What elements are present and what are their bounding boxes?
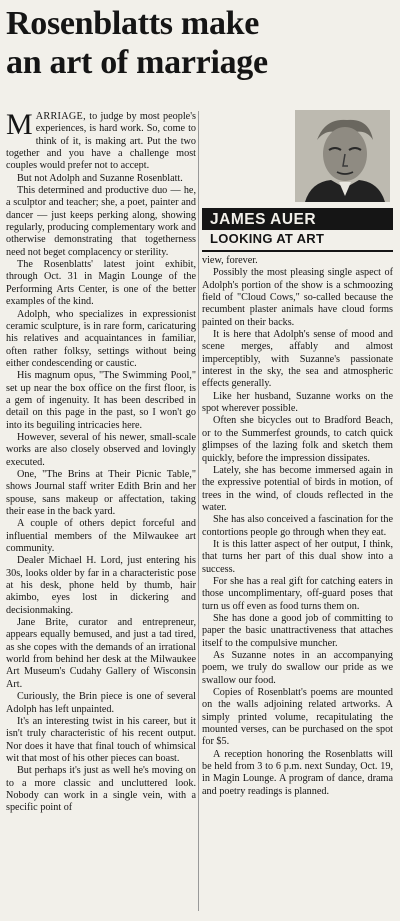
paragraph: However, several of his newer, small-scale works are also closely observed and lovingly executed.: [6, 431, 196, 468]
paragraph: Possibly the most pleasing single aspect of Adolph's portion of the show is a schmoozing field of "Cloud Cows," so-called because the recumbent plaster animals have cloud forms painted on their backs.: [202, 267, 393, 328]
author-name: JAMES AUER: [202, 210, 393, 230]
paragraph: Like her husband, Suzanne works on the spot wherever possible.: [202, 390, 393, 415]
drop-cap: M: [6, 108, 33, 141]
lead-paragraph: [6, 108, 196, 173]
headline-line-2: an art of marriage: [6, 44, 268, 81]
columnist-portrait-icon: [295, 110, 390, 202]
headline-line-1: Rosenblatts make: [6, 5, 260, 42]
paragraph: Adolph, who specializes in expressionist ceramic sculpture, is in rare form, caricaturing his relatives and acquaintances in familiar, often rather folksy, settings without being either condescending or caustic.: [6, 308, 196, 369]
paragraph: Lately, she has become immersed again in the expressive potential of birds in motion, of trees in the wind, of clouds reflected in the water.: [202, 464, 393, 513]
paragraph: She has also conceived a fascination for the contortions people go through when they eat.: [202, 514, 393, 538]
paragraph: A reception honoring the Rosenblatts will be held from 3 to 6 p.m. next Sunday, Oct. 19, in Magin Lounge. A program of dance, drama and poetry readings is planned.: [202, 748, 393, 797]
article-column-left: [6, 108, 196, 815]
column-rule: [198, 111, 199, 911]
byline-box: [202, 208, 393, 252]
paragraph: Curiously, the Brin piece is one of several Adolph has left unpainted.: [6, 691, 196, 715]
column-name: LOOKING AT ART: [210, 231, 325, 246]
paragraph: Jane Brite, curator and entrepreneur, appears equally bemused, and just a tad tired, as she copes with the demands of an irrational world from behind her desk at the Milwaukee Art Museum's Cudahy Gallery of Wisconsin Art.: [6, 617, 196, 690]
lead-text: to judge by most people's experiences, is hard work. So, come to think of it, is making art. Put the two together and you have a challenge most couples would prefer not to accept.: [6, 111, 196, 172]
paragraph: Often she bicycles out to Bradford Beach, or to the Summerfest grounds, to catch quick glimpses of the lazing folk and sketch them quickly, before the impression dissipates.: [202, 415, 393, 464]
paragraph: It is here that Adolph's sense of mood and scene merges, affably and almost imperceptibly, with Suzanne's passionate interest in the sky, the sea and atmospheric effects generally.: [202, 329, 393, 390]
paragraph: A couple of others depict forceful and influential members of the Milwaukee art community.: [6, 518, 196, 555]
paragraph: For she has a real gift for catching eaters in those uncomplimentary, off-guard poses that turn us off even as food turns them on.: [202, 575, 393, 612]
lead-smallcaps: ARRIAGE,: [35, 111, 86, 122]
paragraph: One, "The Brins at Their Picnic Table," shows Journal staff writer Edith Brin and her spouse, sans makeup or affectation, taking their ease in the back yard.: [6, 468, 196, 517]
paragraph: It is this latter aspect of her output, I think, that turns her part of this dual show into a success.: [202, 538, 393, 575]
paragraph: As Suzanne notes in an accompanying poem, we truly do swallow our pride as we swallow our food.: [202, 650, 393, 686]
paragraph: Copies of Rosenblatt's poems are mounted on the walls adjoining related artworks. A simply printed volume, recapitulating the mounted verses, can be purchased on the spot for $5.: [202, 687, 393, 748]
paragraph: It's an interesting twist in his career, but it isn't truly characteristic of his recent output. Nor does it have that final touch of whimsical wit that most of his other pieces can boast.: [6, 715, 196, 764]
paragraph: The Rosenblatts' latest joint exhibit, through Oct. 31 in Magin Lounge of the Performing Arts Center, is one of the better examples of the kind.: [6, 259, 196, 308]
headline: [6, 4, 396, 82]
paragraph: This determined and productive duo — he, a sculptor and teacher; she, a poet, painter and dancer — just keeps perking along, showing regularly, producing complementary work and otherwise demonstrating that togetherness need not beget complacency or sterility.: [6, 185, 196, 258]
article-column-right: [202, 255, 393, 798]
paragraph: But perhaps it's just as well he's moving on to a more classic and uncluttered look. Nobody can work in a single vein, with a specific point of: [6, 765, 196, 814]
portrait-drawing: [295, 110, 390, 202]
continuation-text: view, forever.: [202, 255, 258, 266]
paragraph: She has done a good job of committing to paper the basic unattractiveness that attaches itself to the compulsive muncher.: [202, 612, 393, 649]
paragraph: His magnum opus, "The Swimming Pool," set up near the box office on the first floor, is a gem of ingenuity. It has been described in detail on this page in the past, so I won't go into its beguiling intricacies here.: [6, 370, 196, 431]
paragraph: But not Adolph and Suzanne Rosenblatt.: [17, 172, 183, 184]
paragraph: Dealer Michael H. Lord, just entering his 30s, looks older by far in a characteristic pose at his desk, phone held by thumb, hair akimbo, eyes lost in dickering and decisionmaking.: [6, 555, 196, 616]
